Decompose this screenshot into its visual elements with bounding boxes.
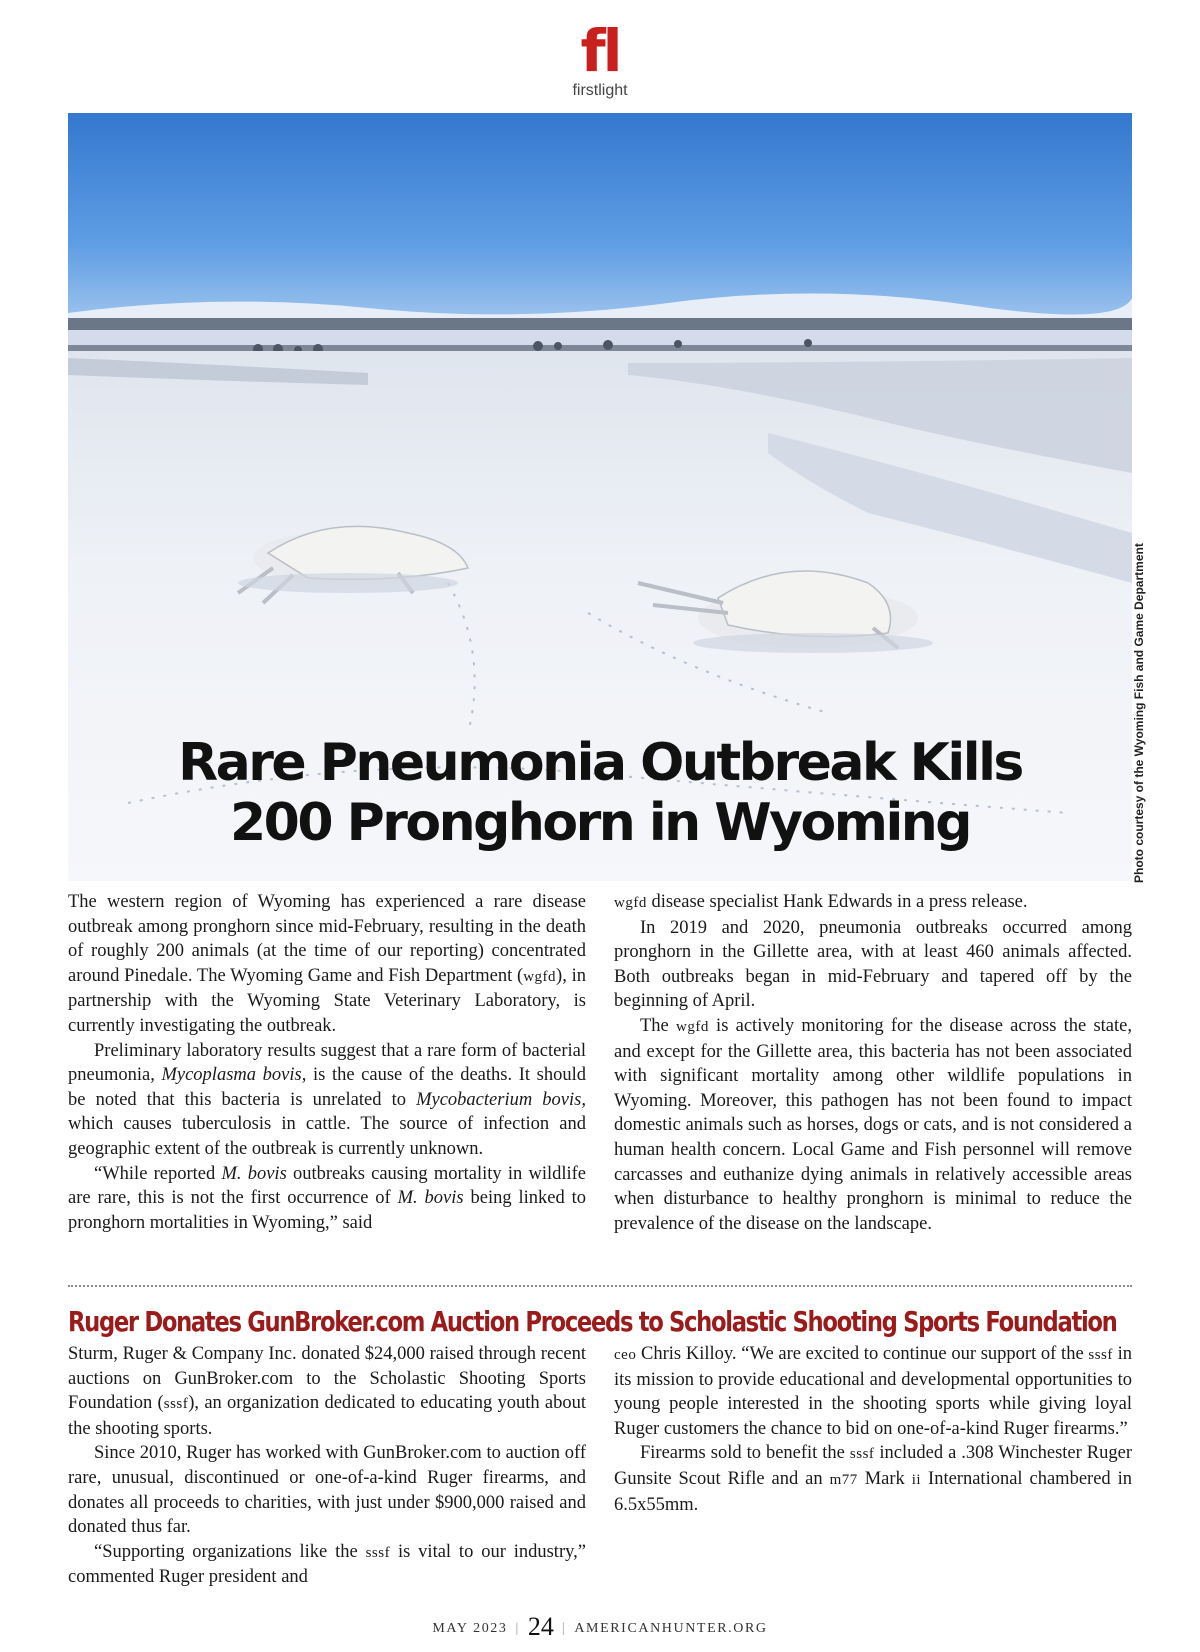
page-footer bbox=[0, 1612, 1200, 1642]
footer-separator: | bbox=[561, 1621, 567, 1636]
article1-paragraph-3-cont: wgfd disease specialist Hank Edwards in a press release. bbox=[614, 892, 1028, 912]
article2-paragraph-1: Sturm, Ruger & Company Inc. donated $24,000 raised through recent auctions on GunBroker.com to the Scholastic Shooting Sports Foundation (sssf), an organization dedicated to educating youth about the shooting sports. bbox=[68, 1344, 587, 1439]
footer-separator: | bbox=[515, 1621, 520, 1636]
section-mark bbox=[0, 17, 1200, 100]
article2-headline: Ruger Donates GunBroker.com Auction Proceeds to Scholastic Shooting Sports Foundation bbox=[68, 1307, 1117, 1338]
headline-line-2: 200 Pronghorn in Wyoming bbox=[229, 793, 971, 853]
article1-paragraph-3: “While reported M. bovis outbreaks causing mortality in wildlife are rare, this is not the first occurrence of M. bovis being linked to pronghorn mortalities in Wyoming,” said bbox=[68, 1163, 586, 1233]
page-number: 24 bbox=[527, 1612, 554, 1641]
article1-paragraph-5: The wgfd is actively monitoring for the disease across the state, and except for the Gillette area, this bacteria has not been associated with significant mortality among other wildlife populations in Wyoming. Moreover, this pathogen has not been found to impact domestic animals such as horses, dogs or cats, and is not considered a human health concern. Local Game and Fish personnel will remove carcasses and euthanize dying animals in relatively accessible areas when disturbance to healthy pronghorn is minimal to reduce the prevalence of the disease on the landscape. bbox=[614, 1015, 1132, 1234]
article2-paragraph-3: “Supporting organizations like the sssf is vital to our industry,” commented Ruger president and bbox=[68, 1541, 586, 1588]
article1-column-2 bbox=[614, 890, 1132, 1236]
article2-column-2 bbox=[614, 1342, 1132, 1517]
article1-paragraph-2: Preliminary laboratory results suggest that a rare form of bacterial pneumonia, Mycoplasma bovis, is the cause of the deaths. It should be noted that this bacteria is unrelated to Mycobacterium bovis, which causes tuberculosis in cattle. The source of infection and geographic extent of the outbreak is currently unknown. bbox=[68, 1040, 587, 1159]
section-logo: fl bbox=[580, 17, 620, 85]
article2-column-1 bbox=[68, 1342, 586, 1590]
headline-line-1: Rare Pneumonia Outbreak Kills bbox=[178, 733, 1022, 793]
footer-issue: MAY 2023 bbox=[432, 1621, 508, 1636]
hero-photo bbox=[68, 113, 1132, 881]
article1-paragraph-4: In 2019 and 2020, pneumonia outbreaks occurred among pronghorn in the Gillette area, with at least 460 animals affected. Both outbreaks began in mid-February and tapered off by the beginning of April. bbox=[614, 917, 1132, 1012]
article2-paragraph-2: Since 2010, Ruger has worked with GunBroker.com to auction off rare, unusual, discontinued or one-of-a-kind Ruger firearms, and donates all proceeds to charities, with just under $900,000 raised and donated thus far. bbox=[68, 1443, 586, 1538]
article1-column-1 bbox=[68, 890, 586, 1235]
article-divider bbox=[68, 1285, 1132, 1287]
section-name: firstlight bbox=[572, 82, 628, 99]
photo-credit: Photo courtesy of the Wyoming Fish and Game Department bbox=[1132, 543, 1146, 883]
footer-site: AMERICANHUNTER.ORG bbox=[574, 1621, 768, 1636]
article2-paragraph-4: Firearms sold to benefit the sssf included a .308 Winchester Ruger Gunsite Scout Rifle and an m77 Mark ii International chambered in 6.5x55mm. bbox=[614, 1443, 1132, 1515]
article2-paragraph-3-cont: ceo Chris Killoy. “We are excited to continue our support of the sssf in its mission to provide educational and developmental opportunities to young people interested in the shooting sports while giving loyal Ruger customers the chance to bid on one-of-a-kind Ruger firearms.” bbox=[614, 1344, 1132, 1439]
article1-paragraph-1: The western region of Wyoming has experienced a rare disease outbreak among pronghorn since mid-February, resulting in the death of roughly 200 animals (at the time of our reporting) concentrated around Pinedale. The Wyoming Game and Fish Department (wgfd), in partnership with the Wyoming State Veterinary Laboratory, is currently investigating the outbreak. bbox=[68, 892, 586, 1036]
